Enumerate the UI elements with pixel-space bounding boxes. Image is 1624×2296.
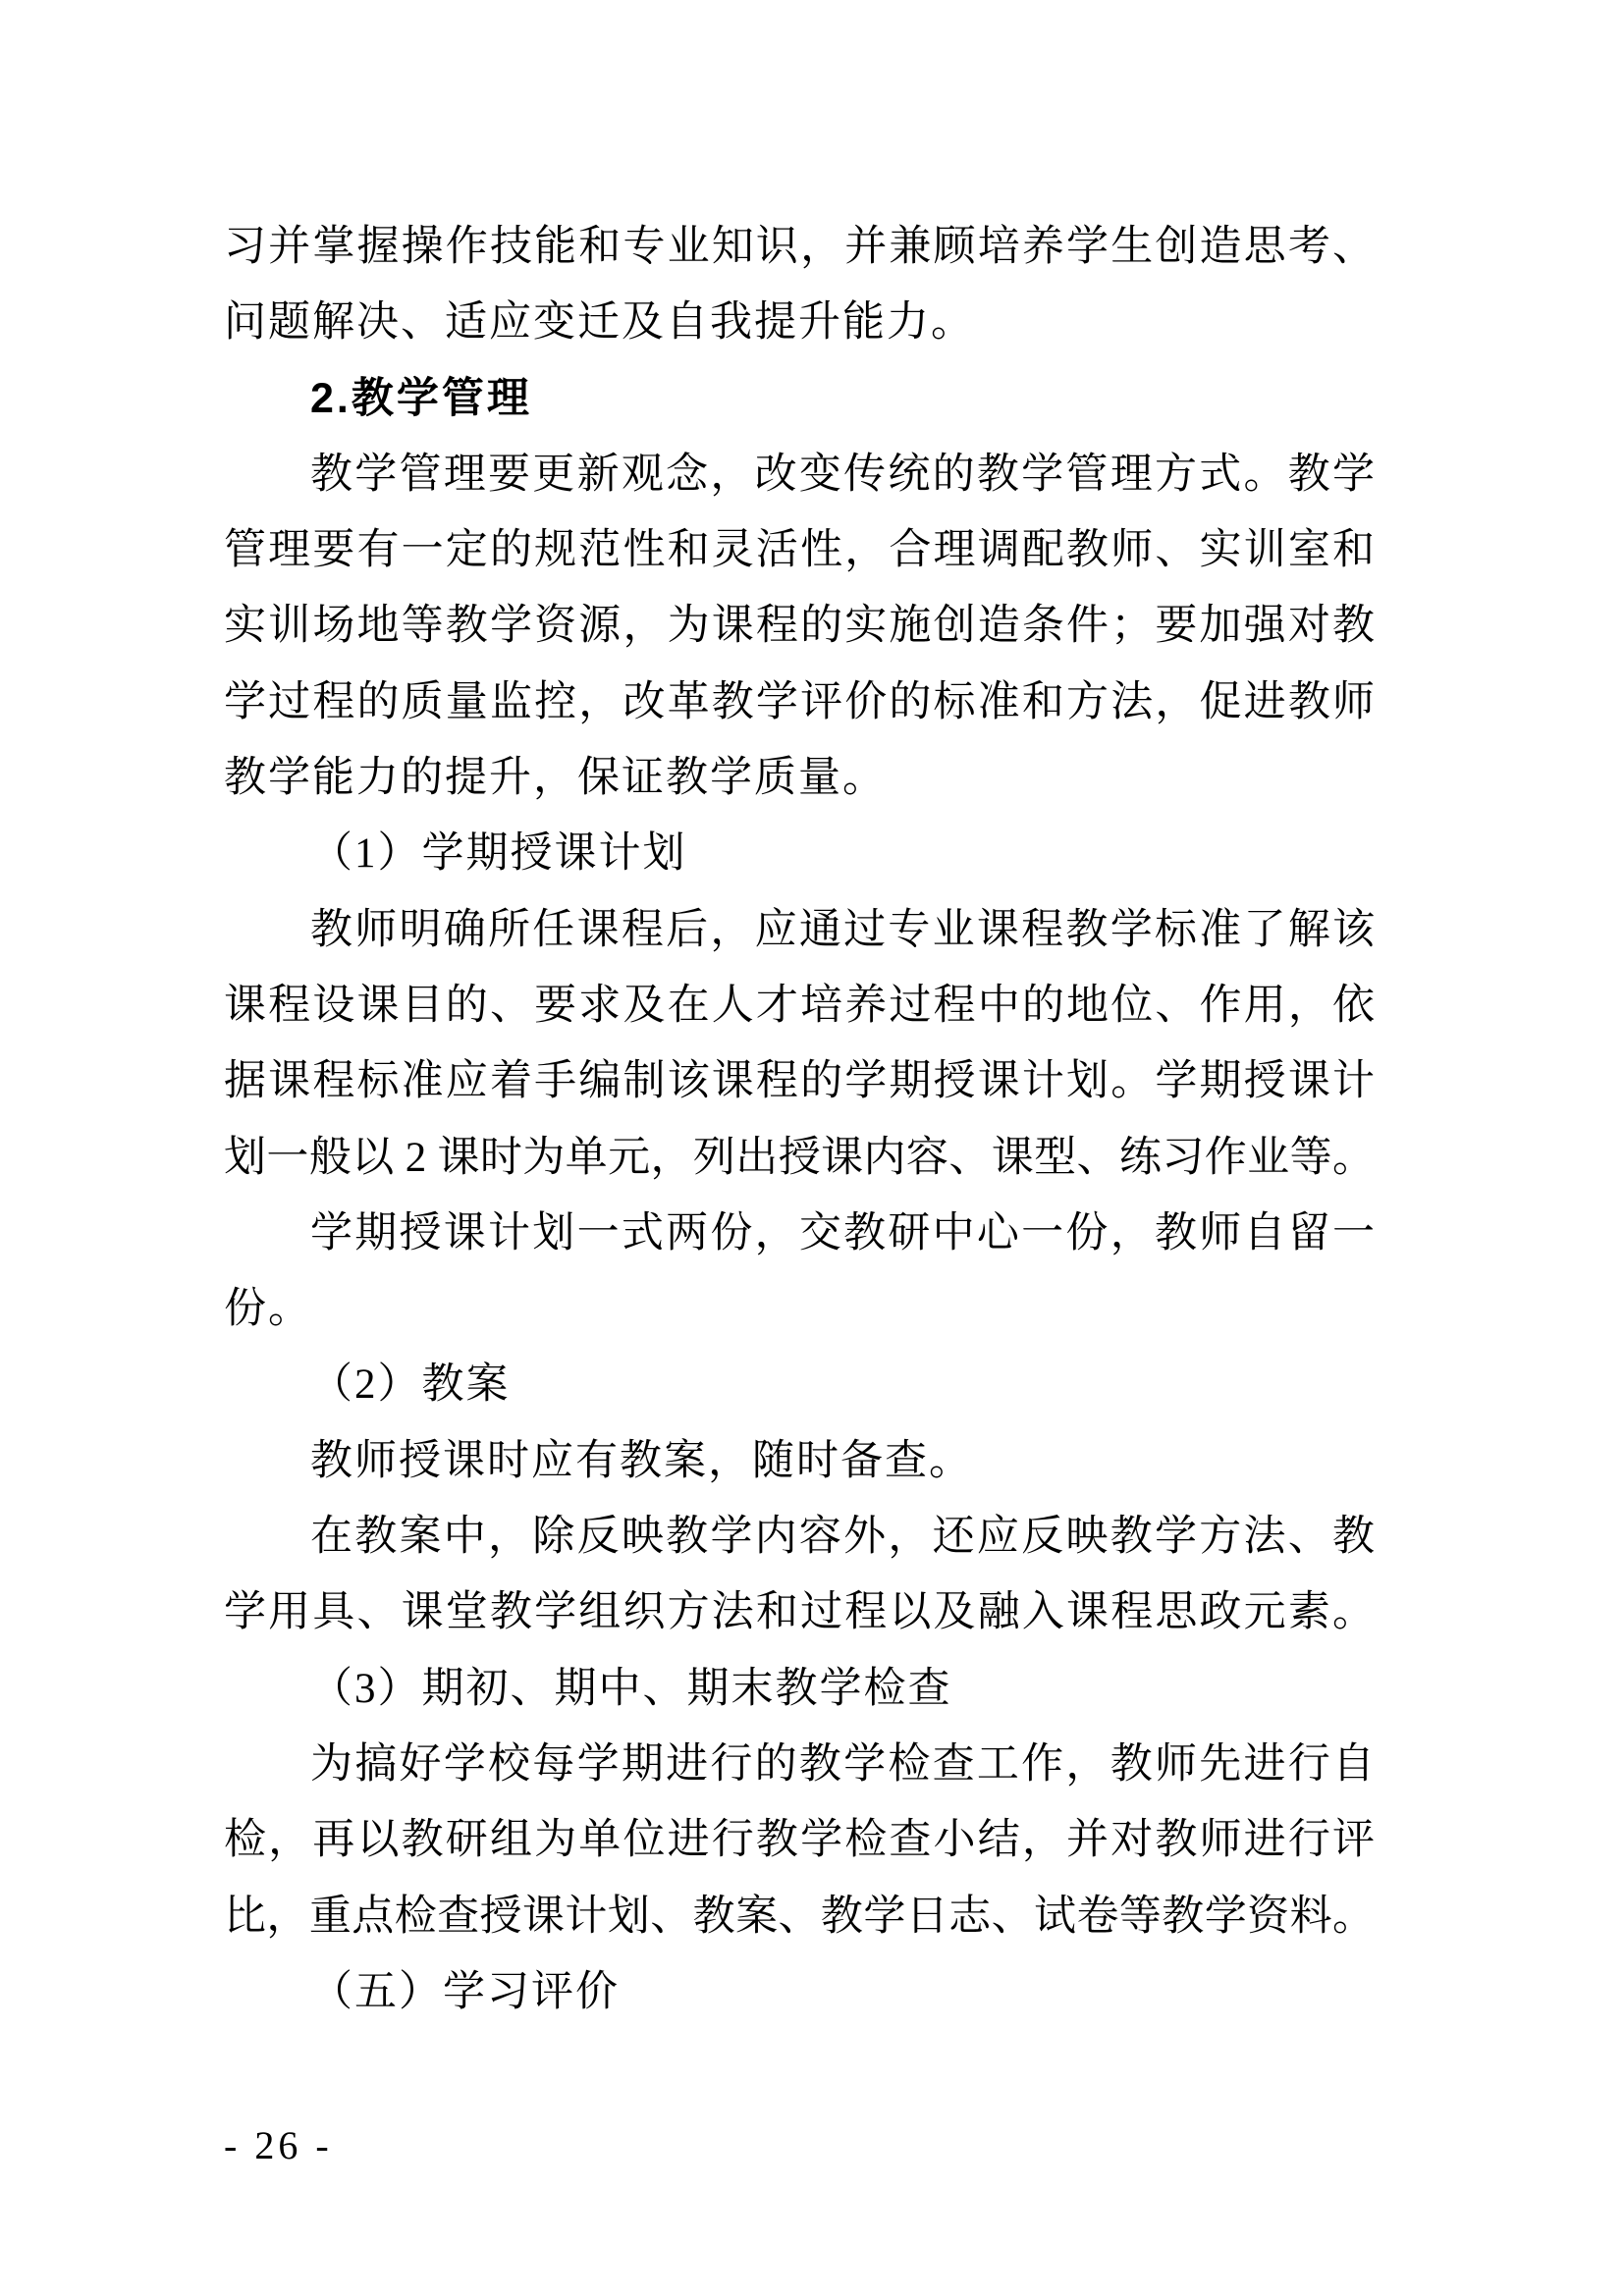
text-line: （1）学期授课计划 xyxy=(310,830,687,878)
text-line: 划一般以 2 课时为单元，列出授课内容、课型、练习作业等。 xyxy=(224,1134,1375,1181)
section-heading: 2.教学管理 xyxy=(310,374,532,422)
text-line: 学期授课计划一式两份，交教研中心一份，教师自留一 xyxy=(310,1209,1375,1256)
text-line: 教学能力的提升，保证教学质量。 xyxy=(224,755,887,802)
text-line: （五）学习评价 xyxy=(310,1968,620,2015)
text-line: （3）期初、期中、期末教学检查 xyxy=(310,1665,952,1712)
text-line: 教师授课时应有教案，随时备查。 xyxy=(310,1437,973,1484)
page-number: - 26 - xyxy=(224,2123,333,2167)
text-line: 管理要有一定的规范性和灵活性，合理调配教师、实训室和 xyxy=(224,527,1375,574)
document-body xyxy=(224,209,1375,2030)
text-line: 据课程标准应着手编制该课程的学期授课计划。学期授课计 xyxy=(224,1058,1375,1105)
text-line: 检，再以教研组为单位进行教学检查小结，并对教师进行评 xyxy=(224,1817,1375,1864)
text-line: 学用具、课堂教学组织方法和过程以及融入课程思政元素。 xyxy=(224,1589,1375,1636)
text-line: 学过程的质量监控，改革教学评价的标准和方法，促进教师 xyxy=(224,678,1375,725)
text-line: 问题解决、适应变迁及自我提升能力。 xyxy=(224,299,975,347)
text-line: 比，重点检查授课计划、教案、教学日志、试卷等教学资料。 xyxy=(224,1893,1375,1940)
text-line: 份。 xyxy=(224,1286,312,1333)
text-line: （2）教案 xyxy=(310,1362,511,1409)
text-line: 在教案中，除反映教学内容外，还应反映教学方法、教 xyxy=(310,1514,1375,1561)
text-line: 课程设课目的、要求及在人才培养过程中的地位、作用，依 xyxy=(224,982,1375,1029)
text-line: 习并掌握操作技能和专业知识，并兼顾培养学生创造思考、 xyxy=(224,224,1375,270)
text-line: 为搞好学校每学期进行的教学检查工作，教师先进行自 xyxy=(310,1740,1375,1788)
text-line: 教师明确所任课程后，应通过专业课程教学标准了解该 xyxy=(310,906,1375,953)
text-line: 教学管理要更新观念，改变传统的教学管理方式。教学 xyxy=(310,451,1375,498)
text-line: 实训场地等教学资源，为课程的实施创造条件；要加强对教 xyxy=(224,603,1375,650)
